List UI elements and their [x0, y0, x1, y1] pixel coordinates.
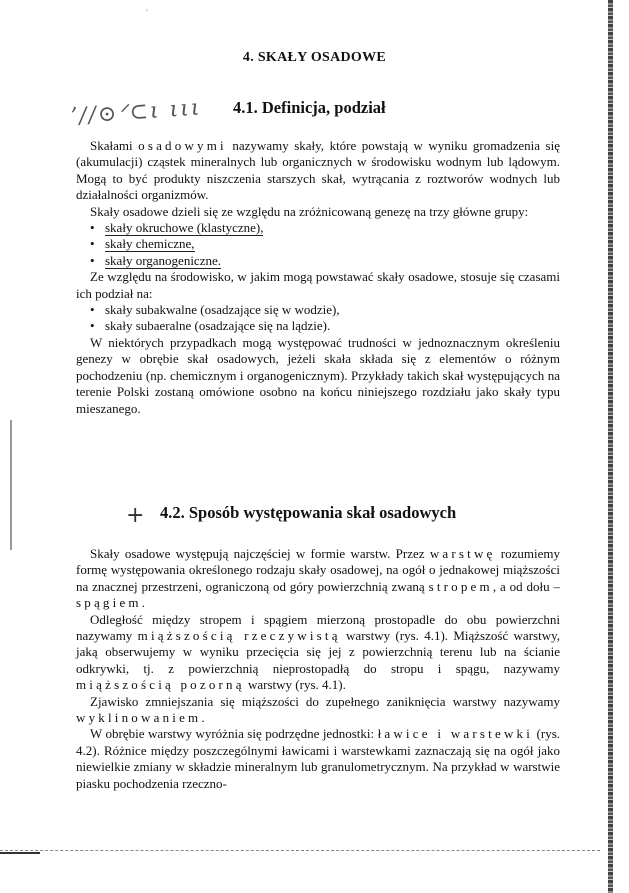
- spaced-term: stropem: [428, 578, 493, 594]
- chapter-title: 4. SKAŁY OSADOWE: [242, 50, 387, 65]
- text-run: Skały osadowe występują najczęściej w formie warstw. Przez: [90, 546, 430, 561]
- list-item: [76, 236, 560, 252]
- scan-speck: ': [146, 8, 148, 19]
- text-run: (rys. 4.2). Różnice między poszczególnymi ławicami i warstewkami zaznaczają się na ogół jako niewielkie zmiany w składzie mineralnym lub granulometrycznym. Na przykład w warstwie piasku pochodzenia rzeczno-: [76, 726, 560, 791]
- paragraph: [76, 726, 560, 792]
- text-run: W obrębie warstwy wyróżnia się podrzędne jednostki:: [90, 726, 378, 742]
- section-4-1-body: [76, 138, 560, 417]
- paragraph: Skały osadowe dzieli się ze względu na zróżnicowaną genezę na trzy główne grupy:: [90, 203, 529, 219]
- environment-list: [76, 302, 560, 335]
- list-item-text: skały okruchowe (klastyczne),: [105, 220, 264, 236]
- section-4-2-body: [76, 546, 560, 792]
- list-item-text: skały chemiczne,: [105, 236, 195, 252]
- list-item: • skały subakwalne (osadzające się w wodzie),: [76, 302, 560, 318]
- spaced-term: osadowymi: [138, 138, 227, 153]
- text-run: Zjawisko zmniejszania się miąższości do zupełnego zaniknięcia warstwy nazywamy: [90, 693, 560, 709]
- spaced-term: spągiem: [76, 595, 142, 611]
- list-item: [76, 253, 560, 269]
- section-title-4-1: 4.1. Definicja, podział: [233, 98, 386, 117]
- spaced-term: miąższością rzeczywistą: [137, 628, 341, 644]
- list-item: [76, 220, 560, 236]
- list-item: • skały subaeralne (osadzające się na lądzie).: [76, 318, 560, 334]
- paragraph: Ze względu na środowisko, w jakim mogą powstawać skały osadowe, stosuje się czasami ich podział na:: [76, 269, 560, 301]
- spaced-term: ławice i warstewki: [377, 726, 534, 742]
- list-item-text: skały organogeniczne.: [105, 252, 221, 268]
- page-bottom-rule: [0, 850, 600, 851]
- rock-groups-list: [76, 220, 560, 269]
- text-run: .: [201, 710, 205, 726]
- text-run: .: [141, 595, 145, 611]
- text-run: , a od dołu –: [492, 578, 560, 594]
- scan-edge-right: [608, 0, 613, 893]
- paragraph: [76, 694, 560, 727]
- handwritten-note: ʼ//⊙ᐟ⊂ι ιιι: [69, 95, 203, 130]
- paragraph: [76, 612, 560, 694]
- text-run: rozumiemy formę występowania określonego rodzaju skały osadowej, na ogół o jednakowej miąższości na znacznej przestrzeni, ograniczoną od góry powierzchnią zwaną: [76, 546, 560, 594]
- text-run: warstwy (rys. 4.1).: [244, 677, 346, 693]
- paragraph: [76, 138, 560, 204]
- text-run: warstwy (rys. 4.1). Miąższość warstwy, jaką obserwujemy w wyniku przecięcia się jej z powierzchnią terenu lub na ścianie odkrywki, tj. z powierzchnią nieprostopadłą do stropu i spągu, nazywamy: [76, 628, 560, 676]
- text-run: Odległość między stropem i spągiem mierzoną prostopadle do obu powierzchni nazywamy: [76, 611, 560, 644]
- text-run: Skałami: [90, 138, 139, 153]
- spaced-term: warstwę: [429, 546, 496, 561]
- scan-mark-bottom: [0, 852, 40, 854]
- section-title-4-2: 4.2. Sposób występowania skał osadowych: [160, 503, 457, 522]
- text-run: nazywamy skały, które powstają w wyniku gromadzenia się (akumulacji) cząstek mineralnych lub organicznych w środowisku wodnym lub lądowym. Mogą to być produkty niszczenia starszych skał, wytrącania z roztworów wodnych lub działalności organizmów.: [76, 138, 560, 203]
- paragraph: [76, 546, 560, 612]
- spaced-term: wyklinowaniem: [76, 710, 202, 726]
- scan-edge-left: [10, 420, 12, 550]
- spaced-term: miąższością pozorną: [76, 677, 245, 693]
- paragraph: W niektórych przypadkach mogą występować trudności w jednoznacznym określeniu genezy w obrębie skał osadowych, jeżeli skała składa się z elementów o różnym pochodzeniu (np. chemicznym i organogenicznym). Przykłady takich skał występujących na terenie Polski zostaną omówione osobno na końcu niniejszego rozdziału jako skały typu mieszanego.: [76, 334, 560, 416]
- plus-mark: +: [126, 503, 145, 528]
